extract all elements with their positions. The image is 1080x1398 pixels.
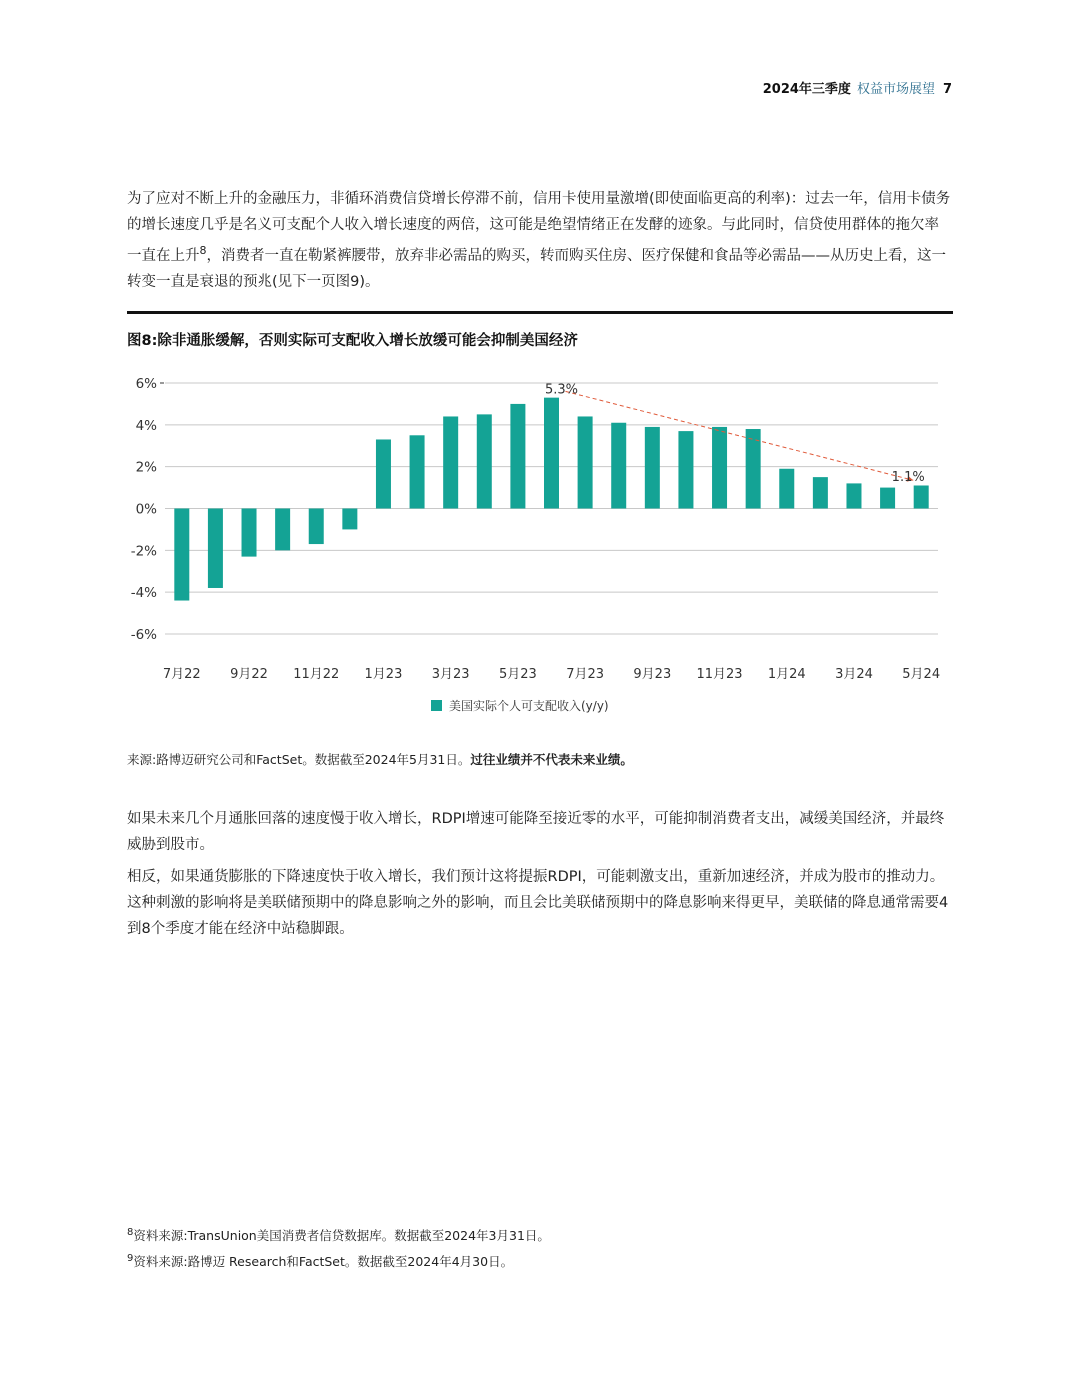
x-tick-label: 7月23 — [566, 667, 605, 682]
bar — [678, 431, 693, 508]
bar — [443, 416, 458, 508]
bar — [578, 416, 593, 508]
bar — [779, 469, 794, 509]
figure-source — [127, 750, 633, 768]
legend-label: 美国实际个人可支配收入(y/y) — [449, 699, 609, 713]
figure-divider — [127, 311, 953, 314]
x-tick-label: 7月22 — [162, 667, 201, 682]
data-label: 1.1% — [891, 470, 925, 486]
y-tick-label: -2% — [130, 543, 157, 560]
bar — [880, 488, 895, 509]
data-label: 5.3% — [544, 382, 579, 398]
y-tick-label: -4% — [130, 585, 157, 602]
bar — [544, 398, 559, 509]
bar — [846, 483, 861, 508]
figure-title: 图8:除非通胀缓解，否则实际可支配收入增长放缓可能会抑制美国经济 — [127, 333, 578, 349]
bar — [510, 404, 525, 509]
legend-swatch — [431, 700, 442, 711]
intro-text-a: 为了应对不断上升的金融压力，非循环消费信贷增长停滞不前，信用卡使用量激增(即使面临更高的利率)：过去一年，信用卡债务的增长速度几乎是名义可支配个人收入增长速度的两倍，这可能是绝望情绪正在发酵的迹象。与此同时，信贷使用群体的拖欠率一直在上升 — [127, 191, 951, 264]
body-paragraph-3: 相反，如果通货膨胀的下降速度快于收入增长，我们预计这将提振RDPI，可能刺激支出，重新加速经济，并成为股市的推动力。这种刺激的影响将是美联储预期中的降息影响之外的影响，而且会比美联储预期中的降息影响来得更早，美联储的降息通常需要4到8个季度才能在经济中站稳脚跟。 — [127, 869, 949, 937]
y-tick-label: -6% — [130, 627, 157, 643]
bar — [477, 414, 492, 508]
x-tick-label: 9月22 — [230, 667, 268, 682]
x-tick-label: 11月23 — [696, 667, 743, 682]
x-tick-label: 1月24 — [767, 667, 806, 682]
bar — [376, 439, 391, 508]
x-tick-label: 5月24 — [902, 667, 941, 682]
footnote-9 — [127, 1252, 513, 1270]
x-tick-label: 11月22 — [293, 667, 340, 682]
disclaimer-text: 过往业绩并不代表未来业绩。 — [470, 752, 633, 767]
section-title: 权益市场展望 — [856, 82, 935, 97]
bar — [275, 509, 290, 551]
bar — [410, 435, 425, 508]
y-tick-label: 2% — [135, 459, 157, 476]
y-tick-label: 4% — [135, 417, 157, 434]
page-number: 7 — [942, 82, 952, 97]
bar — [242, 509, 257, 557]
report-title: 2024年三季度 — [762, 82, 851, 97]
bar-chart — [120, 370, 950, 688]
bar — [813, 477, 828, 508]
y-tick-label: 0% — [135, 501, 157, 518]
page-header — [763, 78, 952, 97]
body-paragraph-2: 如果未来几个月通胀回落的速度慢于收入增长，RDPI增速可能降至接近零的水平，可能抑制消费者支出，减缓美国经济，并最终威胁到股市。 — [127, 811, 945, 853]
bar — [645, 427, 660, 509]
bar — [208, 509, 223, 588]
footnote-8-marker: 8 — [127, 1226, 134, 1238]
x-tick-label: 9月23 — [633, 667, 672, 682]
source-text: 来源:路博迈研究公司和FactSet。数据截至2024年5月31日。 — [127, 752, 471, 767]
footnote-8-text: 资料来源:TransUnion美国消费者信贷数据库。数据截至2024年3月31日。 — [133, 1228, 550, 1243]
chart-legend — [431, 697, 609, 714]
bar — [342, 509, 357, 530]
footnote-8 — [127, 1226, 550, 1244]
footnote-ref-8[interactable]: 8 — [199, 244, 207, 257]
intro-text-b: ，消费者一直在勒紧裤腰带，放弃非必需品的购买，转而购买住房、医疗保健和食品等必需品——从历史上看，这一转变一直是衰退的预兆(见下一页图9)。 — [127, 247, 946, 290]
bar — [309, 509, 324, 545]
bar — [174, 509, 189, 601]
x-tick-label: 3月23 — [431, 667, 470, 682]
bar — [712, 427, 727, 509]
footnote-9-text: 资料来源:路博迈 Research和FactSet。数据截至2024年4月30日。 — [133, 1254, 514, 1269]
x-tick-label: 1月23 — [364, 667, 403, 682]
x-tick-label: 3月24 — [835, 667, 873, 682]
bar — [611, 423, 626, 509]
footnote-9-marker: 9 — [127, 1252, 134, 1264]
y-tick-label: 6% — [135, 376, 157, 392]
intro-paragraph — [127, 186, 953, 295]
bar — [914, 485, 929, 508]
x-tick-label: 5月23 — [498, 667, 537, 682]
